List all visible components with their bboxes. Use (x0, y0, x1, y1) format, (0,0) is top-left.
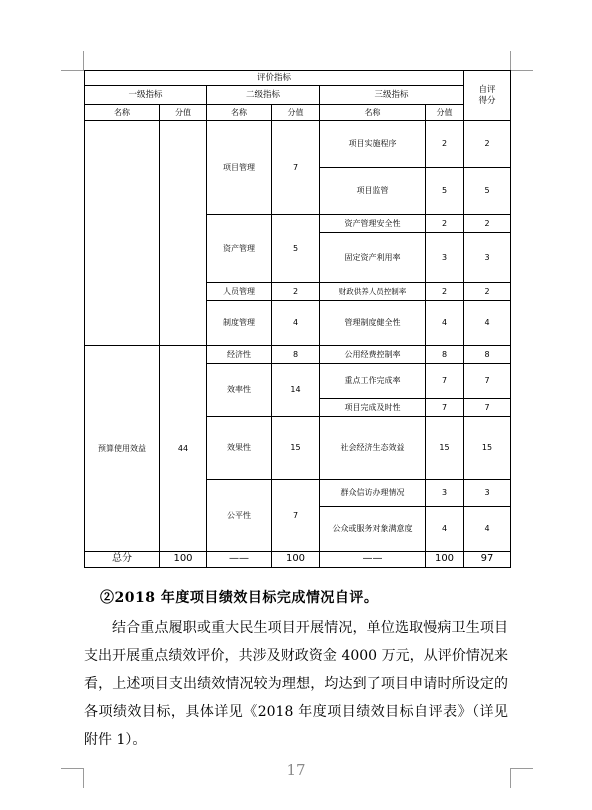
l2-value-cell: 8 (272, 346, 320, 364)
l2-name-cell: 人员管理 (207, 283, 272, 301)
l2-name-cell: 公平性 (207, 480, 272, 552)
score-cell: 2 (464, 215, 511, 233)
l3-name-cell: 公众或服务对象满意度 (320, 507, 426, 552)
l3-name-cell: 资产管理安全性 (320, 215, 426, 233)
l3-value-cell: 7 (426, 399, 464, 417)
page-corner-mark-top-left (61, 51, 84, 71)
section-heading: ②2018 年度项目绩效目标完成情况自评。 (100, 590, 379, 606)
l3-name-cell: 重点工作完成率 (320, 364, 426, 399)
total-l3-dash: —— (320, 552, 426, 568)
l3-value-cell: 15 (426, 417, 464, 480)
header-level2: 二级指标 (207, 86, 320, 105)
table-row (85, 121, 511, 168)
score-cell: 8 (464, 346, 511, 364)
l3-value-cell: 4 (426, 301, 464, 346)
score-cell: 3 (464, 480, 511, 507)
page-number: 17 (286, 761, 306, 779)
score-cell: 7 (464, 399, 511, 417)
score-cell: 7 (464, 364, 511, 399)
l2-name-cell: 项目管理 (207, 121, 272, 215)
l3-value-cell: 5 (426, 168, 464, 215)
l2-name-cell: 制度管理 (207, 301, 272, 346)
l2-value-cell: 7 (272, 480, 320, 552)
l2-value-cell: 7 (272, 121, 320, 215)
body-paragraph: 结合重点履职或重大民生项目开展情况，单位选取慢病卫生项目支出开展重点绩效评价，共涉及财政资金 4000 万元，从评价情况来看，上述项目支出绩效情况较为理想，均达到了项目申请时所设定的各项绩效目标，具体详见《2018 年度项目绩效目标自评表》（详见附件 1）。 (84, 620, 508, 748)
l3-name-cell: 群众信访办理情况 (320, 480, 426, 507)
l3-value-cell: 7 (426, 364, 464, 399)
l1-name-cell: 预算使用效益 (85, 346, 160, 552)
score-cell: 4 (464, 507, 511, 552)
table-row (85, 346, 511, 364)
l3-name-cell: 管理制度健全性 (320, 301, 426, 346)
total-l1-value: 100 (160, 552, 207, 568)
score-cell: 5 (464, 168, 511, 215)
l3-name-cell: 固定资产利用率 (320, 233, 426, 283)
l2-value-cell: 5 (272, 215, 320, 283)
score-cell: 2 (464, 283, 511, 301)
header-evaluation-indicators: 评价指标 (85, 71, 464, 86)
l1-value-cell: 44 (160, 346, 207, 552)
l3-name-cell: 项目完成及时性 (320, 399, 426, 417)
total-label: 总分 (85, 552, 160, 568)
l3-name-cell: 财政供养人员控制率 (320, 283, 426, 301)
l3-name-cell: 公用经费控制率 (320, 346, 426, 364)
total-l3-value: 100 (426, 552, 464, 568)
header-l1-value: 分值 (160, 105, 207, 121)
l1-name-cell-empty (85, 121, 160, 346)
l2-value-cell: 14 (272, 364, 320, 417)
score-cell: 3 (464, 233, 511, 283)
l3-name-cell: 项目监管 (320, 168, 426, 215)
l2-value-cell: 15 (272, 417, 320, 480)
l2-name-cell: 资产管理 (207, 215, 272, 283)
score-cell: 15 (464, 417, 511, 480)
header-level1: 一级指标 (85, 86, 207, 105)
page-corner-mark-top-right (510, 51, 533, 71)
l1-value-cell-empty (160, 121, 207, 346)
score-cell: 4 (464, 301, 511, 346)
total-score: 97 (464, 552, 511, 568)
header-l1-name: 名称 (85, 105, 160, 121)
total-l2-dash: —— (207, 552, 272, 568)
l3-value-cell: 2 (426, 283, 464, 301)
l3-value-cell: 2 (426, 121, 464, 168)
total-l2-value: 100 (272, 552, 320, 568)
l3-value-cell: 8 (426, 346, 464, 364)
l2-name-cell: 效果性 (207, 417, 272, 480)
l3-value-cell: 2 (426, 215, 464, 233)
l2-value-cell: 2 (272, 283, 320, 301)
performance-evaluation-table (84, 70, 511, 568)
l3-value-cell: 3 (426, 480, 464, 507)
l2-name-cell: 经济性 (207, 346, 272, 364)
l2-value-cell: 4 (272, 301, 320, 346)
header-level3: 三级指标 (320, 86, 464, 105)
l3-name-cell: 项目实施程序 (320, 121, 426, 168)
l3-name-cell: 社会经济生态效益 (320, 417, 426, 480)
l3-value-cell: 3 (426, 233, 464, 283)
l3-value-cell: 4 (426, 507, 464, 552)
header-l3-value: 分值 (426, 105, 464, 121)
header-l2-name: 名称 (207, 105, 272, 121)
total-row (85, 552, 511, 568)
header-self-score: 自评 得分 (464, 71, 511, 121)
score-cell: 2 (464, 121, 511, 168)
l2-name-cell: 效率性 (207, 364, 272, 417)
header-l3-name: 名称 (320, 105, 426, 121)
header-l2-value: 分值 (272, 105, 320, 121)
